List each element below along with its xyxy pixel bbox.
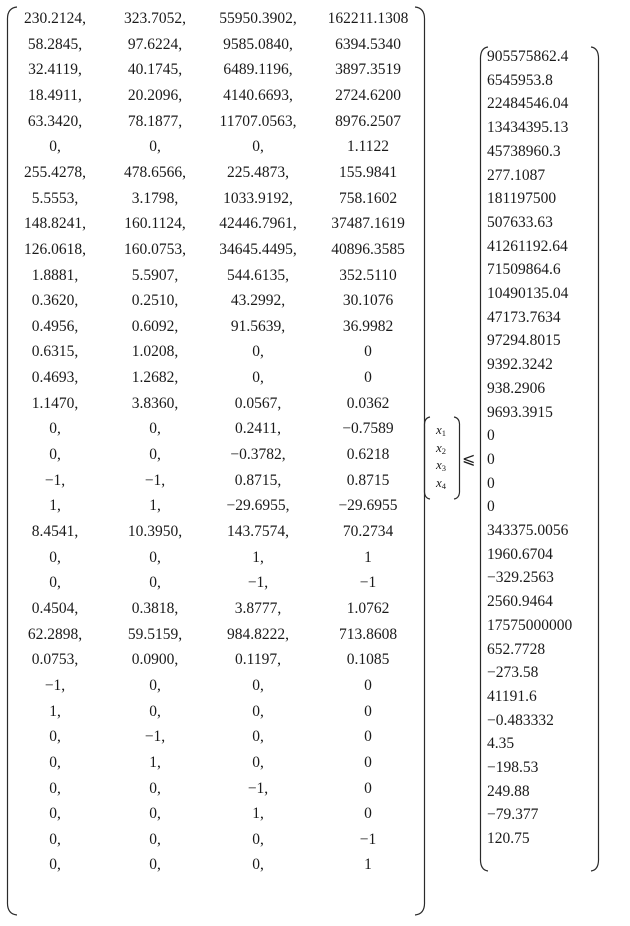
matrix-cell: 0, <box>149 830 161 848</box>
matrix-cell: 0.6315, <box>31 343 79 361</box>
matrix-cell: 2724.6200 <box>335 86 401 104</box>
matrix-cell: −29.6955, <box>226 497 290 515</box>
matrix-cell: 126.0618, <box>24 240 86 258</box>
matrix-cell: 0, <box>252 856 264 874</box>
matrix-cell: 1 <box>364 856 372 874</box>
matrix-cell: 0.4693, <box>31 369 79 387</box>
bound-entry: 343375.0056 <box>487 522 569 539</box>
matrix-cell: 143.7574, <box>227 523 289 540</box>
bound-entry: 97294.8015 <box>487 332 561 350</box>
matrix-cell: −1 <box>359 574 377 592</box>
matrix-cell: 0.4956, <box>31 317 79 335</box>
bound-entry: 181197500 <box>487 190 557 208</box>
matrix-cell: 1 <box>364 548 372 566</box>
variable-entry <box>428 458 454 475</box>
matrix-cell: 0, <box>149 446 161 464</box>
matrix-cell: −1, <box>144 471 166 489</box>
matrix-cell: 0 <box>364 779 372 797</box>
matrix-cell: 10.3950, <box>127 523 183 540</box>
coefficient-matrix <box>0 6 430 916</box>
vector-x-right-paren <box>453 416 461 500</box>
matrix-cell: 323.7052, <box>124 10 186 27</box>
matrix-cell: 0, <box>252 676 264 694</box>
matrix-cell: 0, <box>252 343 264 361</box>
bound-entry: −273.58 <box>487 664 539 682</box>
matrix-cell: 6394.5340 <box>335 35 401 53</box>
bound-entry: −198.53 <box>487 759 539 776</box>
matrix-cell: 0, <box>49 779 61 797</box>
matrix-cell: 0.6218 <box>346 446 390 464</box>
matrix-cell: 8.4541, <box>31 523 79 540</box>
matrix-cell: −0.3782, <box>230 446 286 464</box>
matrix-cell: 1.1470, <box>31 394 79 412</box>
bound-entry: 0 <box>487 474 495 492</box>
matrix-cell: 0, <box>252 753 264 771</box>
matrix-cell: 0, <box>49 805 61 823</box>
matrix-cell: 0, <box>149 805 161 823</box>
matrix-cell: 0 <box>364 676 372 694</box>
variable-entry <box>428 441 454 458</box>
matrix-cell: 20.2096, <box>127 86 183 104</box>
bound-entry: 17575000000 <box>487 616 573 634</box>
variable-subscript: 1 <box>441 428 447 438</box>
bound-entry: 249.88 <box>487 782 530 800</box>
variable-symbol: x <box>435 474 442 490</box>
bound-entry: 9693.3915 <box>487 403 553 421</box>
matrix-cell: 59.5159, <box>127 625 183 643</box>
matrix-cell: 0, <box>49 574 61 592</box>
matrix-cell: 0.1085 <box>346 651 390 669</box>
matrix-cell: 18.4911, <box>28 86 82 104</box>
matrix-cell: 0.8715 <box>346 471 390 489</box>
matrix-cell: 1.1122 <box>346 138 390 156</box>
matrix-cell: 1.2682, <box>131 369 179 387</box>
variable-symbol: x <box>435 439 442 455</box>
bound-entry: −329.2563 <box>487 569 554 587</box>
matrix-cell: 162211.1308 <box>327 10 409 27</box>
matrix-cell: 1, <box>149 497 161 515</box>
matrix-cell: 0.4504, <box>31 599 79 617</box>
matrix-cell: 0.0753, <box>31 651 79 669</box>
matrix-cell: 0 <box>364 702 372 720</box>
matrix-cell: 11707.0563, <box>219 112 297 130</box>
matrix-cell: 0 <box>364 753 372 771</box>
bound-entry: 13434395.13 <box>487 119 569 137</box>
matrix-cell: 97.6224, <box>127 35 183 53</box>
matrix-cell: 0, <box>49 138 61 156</box>
matrix-cell: 0, <box>252 702 264 720</box>
matrix-cell: 160.1124, <box>124 215 186 233</box>
matrix-cell: 1.8881, <box>31 266 79 284</box>
bound-entry: 507633.63 <box>487 213 553 231</box>
variable-entry <box>428 476 454 493</box>
matrix-cell: 0.1197, <box>235 651 281 669</box>
bound-entry: 41261192.64 <box>487 237 568 255</box>
bound-entry: 652.7728 <box>487 640 546 658</box>
matrix-cell: −1 <box>359 830 377 848</box>
matrix-cell: 230.2124, <box>24 10 86 27</box>
bound-entry: 6545953.8 <box>487 71 553 89</box>
matrix-cell: 32.4119, <box>28 61 82 79</box>
matrix-cell: 0, <box>149 574 161 592</box>
matrix-cell: 0, <box>149 138 161 156</box>
matrix-cell: 255.4278, <box>24 163 86 181</box>
matrix-cell: 4140.6693, <box>223 86 293 104</box>
matrix-cell: −0.7589 <box>342 420 394 438</box>
matrix-cell: 0, <box>252 830 264 848</box>
variable-entry <box>428 423 454 440</box>
bound-entry: 277.1087 <box>487 166 546 184</box>
matrix-cell: 0.0900, <box>131 651 179 669</box>
matrix-cell: 0, <box>149 702 161 720</box>
matrix-cell: 0, <box>49 420 61 438</box>
matrix-cell: −1, <box>44 471 66 489</box>
matrix-cell: 0, <box>149 856 161 874</box>
matrix-cell: 0.3620, <box>31 292 79 310</box>
bound-vector <box>487 46 597 872</box>
matrix-cell: 1.0208, <box>131 343 179 361</box>
variable-subscript: 3 <box>441 463 447 473</box>
matrix-cell: 148.8241, <box>24 215 86 233</box>
matrix-cell: 3.8777, <box>234 599 282 617</box>
matrix-cell: 478.6566, <box>124 163 186 181</box>
matrix-cell: 0, <box>149 548 161 566</box>
matrix-cell: 3897.3519 <box>335 61 401 79</box>
bound-entry: 41191.6 <box>487 687 537 705</box>
matrix-cell: 0.3818, <box>131 599 179 617</box>
matrix-cell: 0 <box>364 343 372 361</box>
matrix-cell: −29.6955 <box>338 497 398 515</box>
matrix-cell: 0.8715, <box>234 471 282 489</box>
matrix-cell: 0, <box>49 830 61 848</box>
matrix-cell: 352.5110 <box>339 266 397 284</box>
bound-entry: 0 <box>487 427 495 445</box>
bound-entry: 45738960.3 <box>487 142 561 160</box>
matrix-cell: 40.1745, <box>127 61 183 79</box>
variable-vector <box>428 423 454 495</box>
matrix-cell: 0, <box>149 420 161 438</box>
matrix-cell: 42446.7961, <box>219 215 297 233</box>
matrix-cell: 62.2898, <box>27 625 83 643</box>
matrix-cell: 713.8608 <box>338 625 398 643</box>
matrix-cell: 0, <box>49 856 61 874</box>
matrix-cell: 55950.3902, <box>219 10 297 27</box>
matrix-cell: 78.1877, <box>127 112 183 130</box>
matrix-cell: 0, <box>49 753 61 771</box>
bound-entry: 1960.6704 <box>487 545 553 563</box>
matrix-cell: 9585.0840, <box>223 35 293 53</box>
matrix-cell: 544.6135, <box>227 266 289 284</box>
matrix-cell: 0, <box>252 728 264 746</box>
matrix-cell: 0.2510, <box>131 292 179 310</box>
bound-entry: 9392.3242 <box>487 356 553 374</box>
bound-entry: 0 <box>487 450 495 468</box>
bound-entry: 71509864.6 <box>487 261 561 279</box>
variable-symbol: x <box>435 422 442 437</box>
bound-entry: 938.2906 <box>487 379 546 397</box>
matrix-cell: −1, <box>247 779 269 797</box>
bound-entry: 47173.7634 <box>487 308 561 326</box>
matrix-cell: 70.2734 <box>342 523 394 540</box>
matrix-cell: 1, <box>252 548 264 566</box>
matrix-cell: 758.1602 <box>338 189 398 207</box>
variable-subscript: 4 <box>441 480 447 491</box>
matrix-cell: 91.5639, <box>230 317 286 335</box>
bound-entry: 2560.9464 <box>487 593 553 611</box>
matrix-cell: 5.5553, <box>31 189 79 207</box>
matrix-cell: 225.4873, <box>227 163 289 181</box>
less-equal-symbol: ⩽ <box>462 451 476 468</box>
matrix-cell: 63.3420, <box>27 112 83 130</box>
matrix-cell: 1033.9192, <box>223 189 293 207</box>
variable-subscript: 2 <box>441 445 447 456</box>
matrix-cell: 36.9982 <box>342 317 394 335</box>
matrix-cell: 8976.2507 <box>335 112 401 130</box>
matrix-cell: 3.8360, <box>131 394 179 412</box>
matrix-cell: 0 <box>364 805 372 823</box>
variable-symbol: x <box>435 457 442 472</box>
matrix-cell: 0 <box>364 728 372 746</box>
bound-entry: 10490135.04 <box>487 285 569 302</box>
matrix-cell: 0, <box>149 779 161 797</box>
matrix-cell: −1, <box>144 728 166 746</box>
matrix-cell: 5.5907, <box>131 266 179 284</box>
matrix-cell: 58.2845, <box>27 35 83 53</box>
matrix-cell: 37487.1619 <box>331 215 405 233</box>
bound-entry: 0 <box>487 498 495 516</box>
matrix-cell: 0 <box>364 369 372 387</box>
matrix-cell: 0.2411, <box>235 420 281 438</box>
paren-stroke <box>454 417 460 499</box>
matrix-cell: 0.6092, <box>131 317 179 335</box>
matrix-cell: 6489.1196, <box>223 61 293 79</box>
matrix-cell: 0.0362 <box>346 394 390 412</box>
bound-entry: 22484546.04 <box>487 95 569 113</box>
matrix-cell: 1, <box>149 753 161 771</box>
matrix-cell: 155.9841 <box>338 163 398 181</box>
bound-entry: 4.35 <box>487 735 515 753</box>
matrix-cell: 3.1798, <box>131 189 179 207</box>
matrix-cell: 0, <box>149 676 161 694</box>
matrix-cell: 43.2992, <box>230 292 286 310</box>
matrix-cell: −1, <box>247 574 269 592</box>
matrix-cell: 1.0762 <box>346 599 390 617</box>
matrix-cell: 40896.3585 <box>331 240 405 258</box>
matrix-cell: 0, <box>49 446 61 464</box>
matrix-cell: 1, <box>49 702 61 720</box>
matrix-cell: 160.0753, <box>124 240 186 258</box>
bound-entry: 905575862.4 <box>487 48 569 65</box>
matrix-cell: 34645.4495, <box>219 240 297 258</box>
matrix-cell: 0, <box>252 138 264 156</box>
matrix-cell: 0, <box>49 548 61 566</box>
matrix-cell: 1, <box>49 497 61 515</box>
matrix-cell: −1, <box>44 676 66 694</box>
matrix-cell: 0, <box>49 728 61 746</box>
bound-entry: −79.377 <box>487 806 539 824</box>
matrix-cell: 0, <box>252 369 264 387</box>
matrix-cell: 984.8222, <box>227 625 289 643</box>
bound-entry: 120.75 <box>487 830 530 848</box>
matrix-cell: 30.1076 <box>342 292 394 310</box>
matrix-cell: 1, <box>252 805 264 823</box>
bound-entry: −0.483332 <box>487 711 554 729</box>
matrix-cell: 0.0567, <box>234 394 282 412</box>
